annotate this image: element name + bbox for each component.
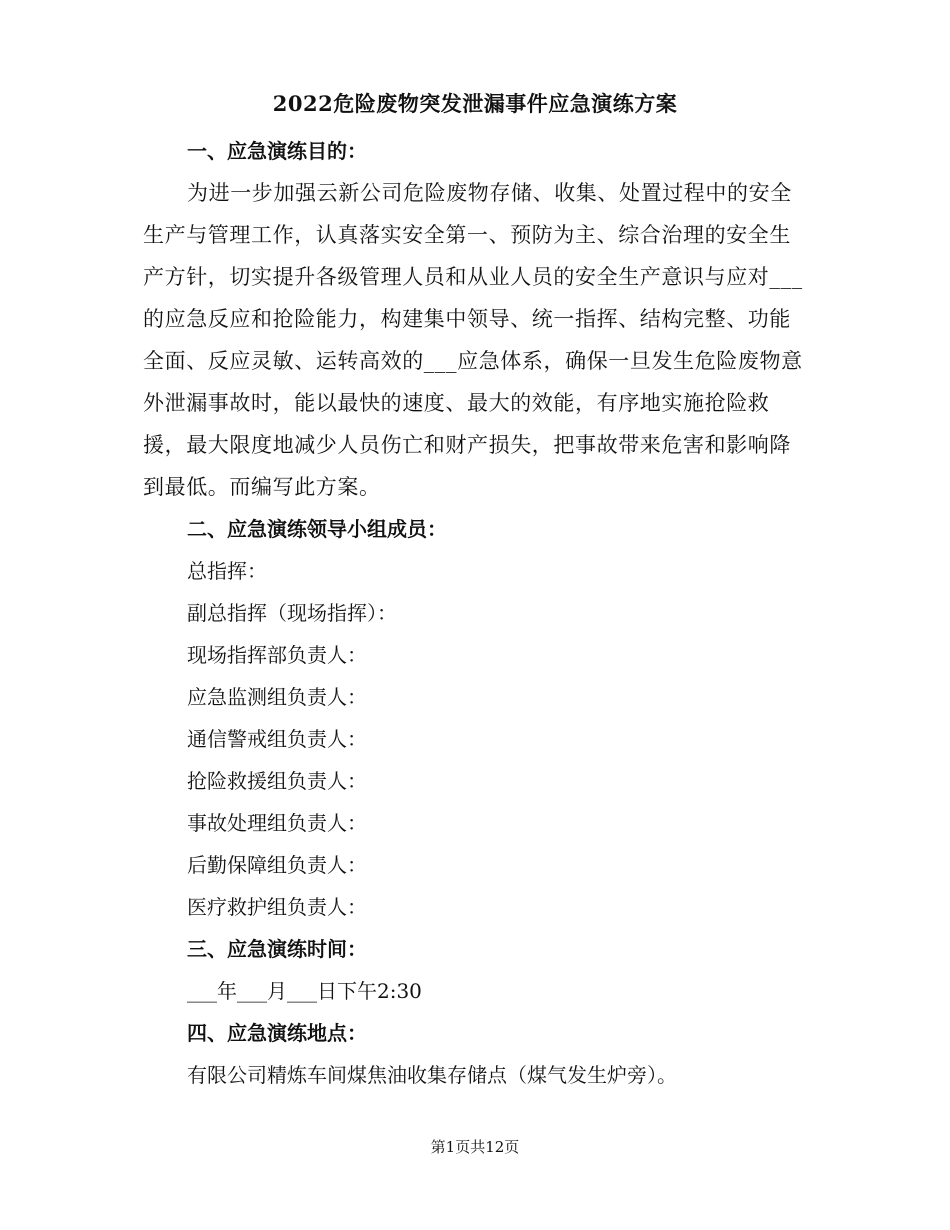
document-title: 2022危险废物突发泄漏事件应急演练方案 [272,91,678,116]
document-body [143,130,808,1096]
role-logistics-lead: 后勤保障组负责人： [187,853,367,877]
role-communication-lead: 通信警戒组负责人： [187,727,367,751]
purpose-paragraph: 为进一步加强云新公司危险废物存储、收集、处置过程中的安全生产与管理工作，认真落实安全第一、预防为主、综合治理的安全生产方针，切实提升各级管理人员和从业人员的安全生产意识与应对___的应急反应和抢险能力，构建集中领导、统一指挥、结构完整、功能全面、反应灵敏、运转高效的___应急体系，确保一旦发生危险废物意外泄漏事故时，能以最快的速度、最大的效能，有序地实施抢险救援，最大限度地减少人员伤亡和财产损失，把事故带来危害和影响降到最低。而编写此方案。 [143,181,803,499]
role-site-command-lead: 现场指挥部负责人： [187,643,367,667]
role-incident-handling-lead: 事故处理组负责人： [187,811,367,835]
section-heading-leadership: 二、应急演练领导小组成员： [187,517,447,541]
drill-location-value: 有限公司精炼车间煤焦油收集存储点（煤气发生炉旁）。 [187,1063,677,1087]
page-number: 第1页共12页 [430,1138,520,1156]
role-deputy-commander: 副总指挥（现场指挥）： [187,601,397,625]
role-rescue-lead: 抢险救援组负责人： [187,769,367,793]
section-heading-time: 三、应急演练时间： [187,937,367,961]
role-monitoring-lead: 应急监测组负责人： [187,685,367,709]
section-heading-location: 四、应急演练地点： [187,1021,367,1045]
section-heading-purpose: 一、应急演练目的： [187,139,367,163]
role-medical-lead: 医疗救护组负责人： [187,895,367,919]
drill-time-value: ___年___月___日下午2:30 [187,979,422,1003]
role-general-commander: 总指挥： [187,559,267,583]
